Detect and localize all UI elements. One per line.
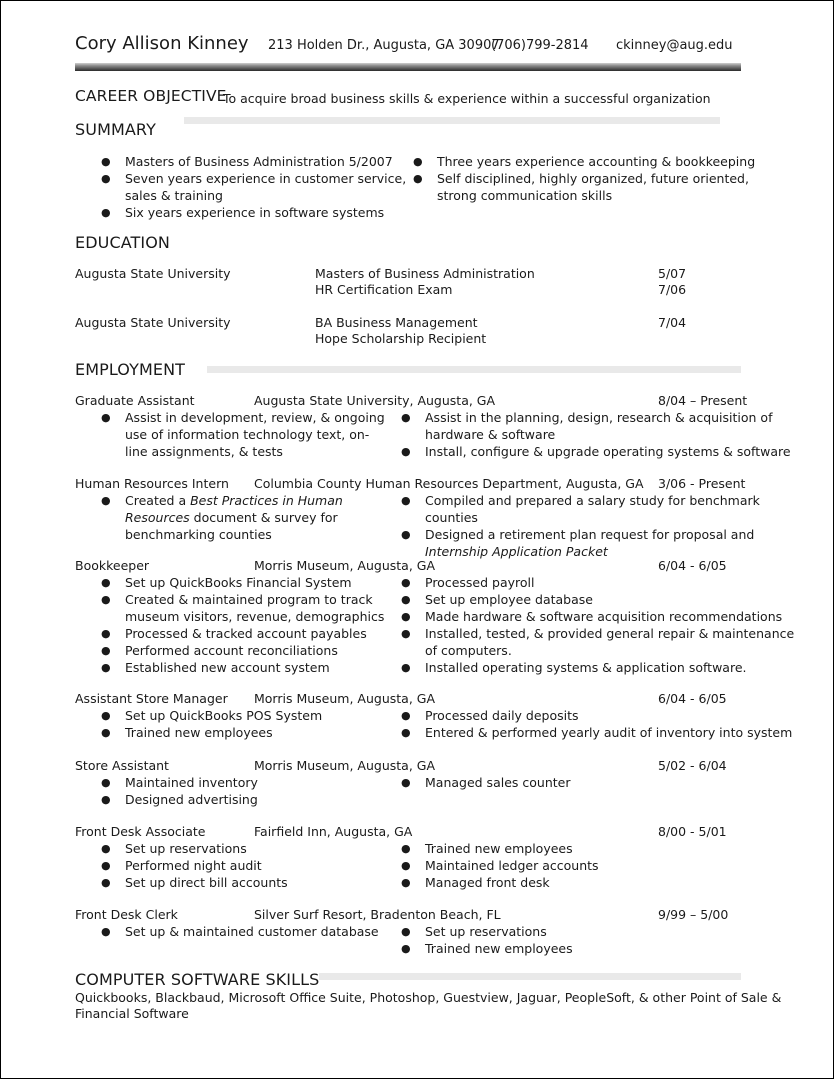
bullet-text: Processed payroll [425, 575, 535, 590]
bullet-text: Six years experience in software systems [125, 205, 385, 220]
job-employer: Morris Museum [254, 691, 350, 706]
bullet-icon [401, 940, 411, 957]
bullet-text: museum visitors, revenue, demographics [125, 609, 385, 624]
bullet-icon [101, 724, 111, 741]
skills-line: Financial Software [75, 1006, 189, 1021]
bullet-text: counties [425, 510, 478, 525]
bullet-text: strong communication skills [437, 188, 613, 203]
education-degree: BA Business Management [315, 315, 478, 330]
bullet-text: Designed a retirement plan request for proposal and [425, 527, 755, 542]
summary-bar [184, 117, 720, 124]
address: 213 Holden Dr., Augusta, GA 30907 [268, 38, 500, 53]
bullet-text: Designed advertising [125, 792, 258, 807]
job-title: Front Desk Associate [75, 824, 206, 839]
bullet-icon [101, 625, 111, 642]
job-location: , Augusta, GA [326, 824, 413, 839]
employment-title: EMPLOYMENT [75, 360, 186, 379]
bullet-icon [401, 774, 411, 791]
bullet-text: Assist in development, review, & ongoing [125, 410, 385, 425]
bullet-text: Trained new employees [425, 941, 573, 956]
bullet-text-part: document & survey for [189, 510, 338, 525]
bullet-icon [401, 625, 411, 642]
bullet-text-italic: Internship Application Packet [425, 544, 608, 559]
bullet-text: Maintained inventory [125, 775, 258, 790]
job-employer: Morris Museum [254, 558, 350, 573]
job-dates: 6/04 - 6/05 [658, 558, 727, 573]
job-dates: 5/02 - 6/04 [658, 758, 727, 773]
bullet-icon [101, 659, 111, 676]
job-employer-line [254, 823, 412, 840]
bullet-icon [101, 170, 111, 187]
bullet-icon [401, 608, 411, 625]
bullet-text: Self disciplined, highly organized, future oriented, [437, 171, 749, 186]
bullet-text: Three years experience accounting & bookkeeping [437, 154, 756, 169]
bullet-text: Set up QuickBooks Financial System [125, 575, 352, 590]
bullet-text [125, 509, 338, 526]
job-location: , Bradenton Beach, FL [362, 907, 501, 922]
bullet-icon [401, 526, 411, 543]
education-date: 5/07 [658, 266, 687, 281]
education-title: EDUCATION [75, 233, 170, 252]
bullet-icon [101, 574, 111, 591]
education-degree: Masters of Business Administration [315, 266, 535, 281]
job-location: , Augusta, GA [349, 758, 436, 773]
bullet-text: Installed, tested, & provided general repair & maintenance [425, 626, 795, 641]
education-school: Augusta State University [75, 266, 231, 281]
job-location: , Augusta, GA [558, 476, 644, 491]
bullet-icon [401, 874, 411, 891]
bullet-text: Managed front desk [425, 875, 550, 890]
bullet-text: Set up reservations [125, 841, 247, 856]
bullet-text: Maintained ledger accounts [425, 858, 599, 873]
bullet-icon [101, 707, 111, 724]
job-employer-line [254, 906, 501, 923]
bullet-text: Installed operating systems & application software. [425, 660, 747, 675]
bullet-icon [101, 591, 111, 608]
job-location: , Augusta, GA [349, 691, 436, 706]
bullet-text [125, 492, 343, 509]
bullet-text: Established new account system [125, 660, 330, 675]
education-extra: HR Certification Exam [315, 282, 453, 297]
job-title: Graduate Assistant [75, 393, 195, 408]
bullet-text-italic: Best Practices in Human [190, 493, 343, 508]
education-date: 7/04 [658, 315, 687, 330]
bullet-icon [401, 591, 411, 608]
bullet-icon [101, 923, 111, 940]
bullet-text: Trained new employees [125, 725, 273, 740]
bullet-icon [401, 574, 411, 591]
education-extra: Hope Scholarship Recipient [315, 331, 487, 346]
bullet-icon [401, 659, 411, 676]
bullet-text: use of information technology text, on- [125, 427, 370, 442]
bullet-text: Set up reservations [425, 924, 547, 939]
objective-text: To acquire broad business skills & experience within a successful organization [223, 91, 711, 106]
bullet-text: Set up QuickBooks POS System [125, 708, 323, 723]
job-employer: Silver Surf Resort [254, 907, 363, 922]
bullet-text: Seven years experience in customer service, [125, 171, 407, 186]
bullet-text: Set up direct bill accounts [125, 875, 288, 890]
education-extra-date: 7/06 [658, 282, 687, 297]
bullet-icon [101, 840, 111, 857]
education-school: Augusta State University [75, 315, 231, 330]
bullet-icon [101, 874, 111, 891]
job-employer-line [254, 557, 435, 574]
bullet-text: sales & training [125, 188, 223, 203]
bullet-icon [401, 724, 411, 741]
job-employer: Augusta State University [254, 393, 410, 408]
bullet-text: Processed daily deposits [425, 708, 579, 723]
job-employer-line [254, 757, 435, 774]
job-employer: Fairfield Inn [254, 824, 327, 839]
applicant-name: Cory Allison Kinney [75, 33, 249, 54]
bullet-icon [101, 204, 111, 221]
job-title: Assistant Store Manager [75, 691, 228, 706]
job-location: , Augusta, GA [349, 558, 436, 573]
header-rule [75, 63, 741, 71]
skills-line: Quickbooks, Blackbaud, Microsoft Office Suite, Photoshop, Guestview, Jaguar, PeopleSoft, & other Point of Sale & [75, 990, 782, 1005]
bullet-text: Masters of Business Administration 5/2007 [125, 154, 393, 169]
bullet-icon [101, 774, 111, 791]
bullet-icon [413, 153, 423, 170]
job-title: Human Resources Intern [75, 476, 229, 491]
bullet-text-part: Created a [125, 493, 191, 508]
bullet-icon [401, 492, 411, 509]
bullet-text: line assignments, & tests [125, 444, 283, 459]
bullet-text: Install, configure & upgrade operating systems & software [425, 444, 791, 459]
bullet-icon [413, 170, 423, 187]
bullet-text: Created & maintained program to track [125, 592, 373, 607]
bullet-text: Set up & maintained customer database [125, 924, 379, 939]
job-employer-line [254, 392, 495, 409]
bullet-text: benchmarking counties [125, 527, 272, 542]
bullet-text: hardware & software [425, 427, 556, 442]
bullet-icon [101, 492, 111, 509]
bullet-text: Entered & performed yearly audit of inventory into system [425, 725, 793, 740]
bullet-text: Assist in the planning, design, research & acquisition of [425, 410, 773, 425]
bullet-icon [101, 409, 111, 426]
bullet-icon [101, 857, 111, 874]
phone: (706)799-2814 [491, 38, 589, 53]
email: ckinney@aug.edu [616, 38, 733, 53]
bullet-text: Made hardware & software acquisition recommendations [425, 609, 783, 624]
job-title: Front Desk Clerk [75, 907, 178, 922]
bullet-text: Managed sales counter [425, 775, 571, 790]
job-employer: Morris Museum [254, 758, 350, 773]
skills-bar [319, 973, 741, 980]
job-dates: 6/04 - 6/05 [658, 691, 727, 706]
job-dates: 9/99 – 5/00 [658, 907, 729, 922]
bullet-icon [101, 791, 111, 808]
job-dates: 8/04 – Present [658, 393, 748, 408]
job-title: Bookkeeper [75, 558, 150, 573]
bullet-text: Trained new employees [425, 841, 573, 856]
bullet-text: Set up employee database [425, 592, 593, 607]
employment-bar [207, 366, 741, 373]
bullet-icon [401, 923, 411, 940]
job-location: , Augusta, GA [409, 393, 496, 408]
bullet-icon [401, 707, 411, 724]
bullet-icon [401, 409, 411, 426]
job-employer-line [254, 690, 435, 707]
bullet-icon [401, 840, 411, 857]
job-employer-line [254, 475, 644, 492]
job-title: Store Assistant [75, 758, 169, 773]
job-employer: Columbia County Human Resources Department [254, 476, 558, 491]
summary-title: SUMMARY [75, 120, 156, 139]
bullet-text: Compiled and prepared a salary study for benchmark [425, 493, 760, 508]
bullet-text: of computers. [425, 643, 512, 658]
skills-title: COMPUTER SOFTWARE SKILLS [75, 970, 320, 989]
bullet-icon [101, 153, 111, 170]
bullet-icon [101, 642, 111, 659]
bullet-icon [401, 443, 411, 460]
bullet-text: Performed account reconciliations [125, 643, 338, 658]
objective-title: CAREER OBJECTIVE [75, 87, 227, 105]
bullet-text: Processed & tracked account payables [125, 626, 367, 641]
job-dates: 8/00 - 5/01 [658, 824, 727, 839]
bullet-icon [401, 857, 411, 874]
bullet-text: Performed night audit [125, 858, 262, 873]
bullet-text-italic: Resources [125, 510, 190, 525]
job-dates: 3/06 - Present [658, 476, 746, 491]
